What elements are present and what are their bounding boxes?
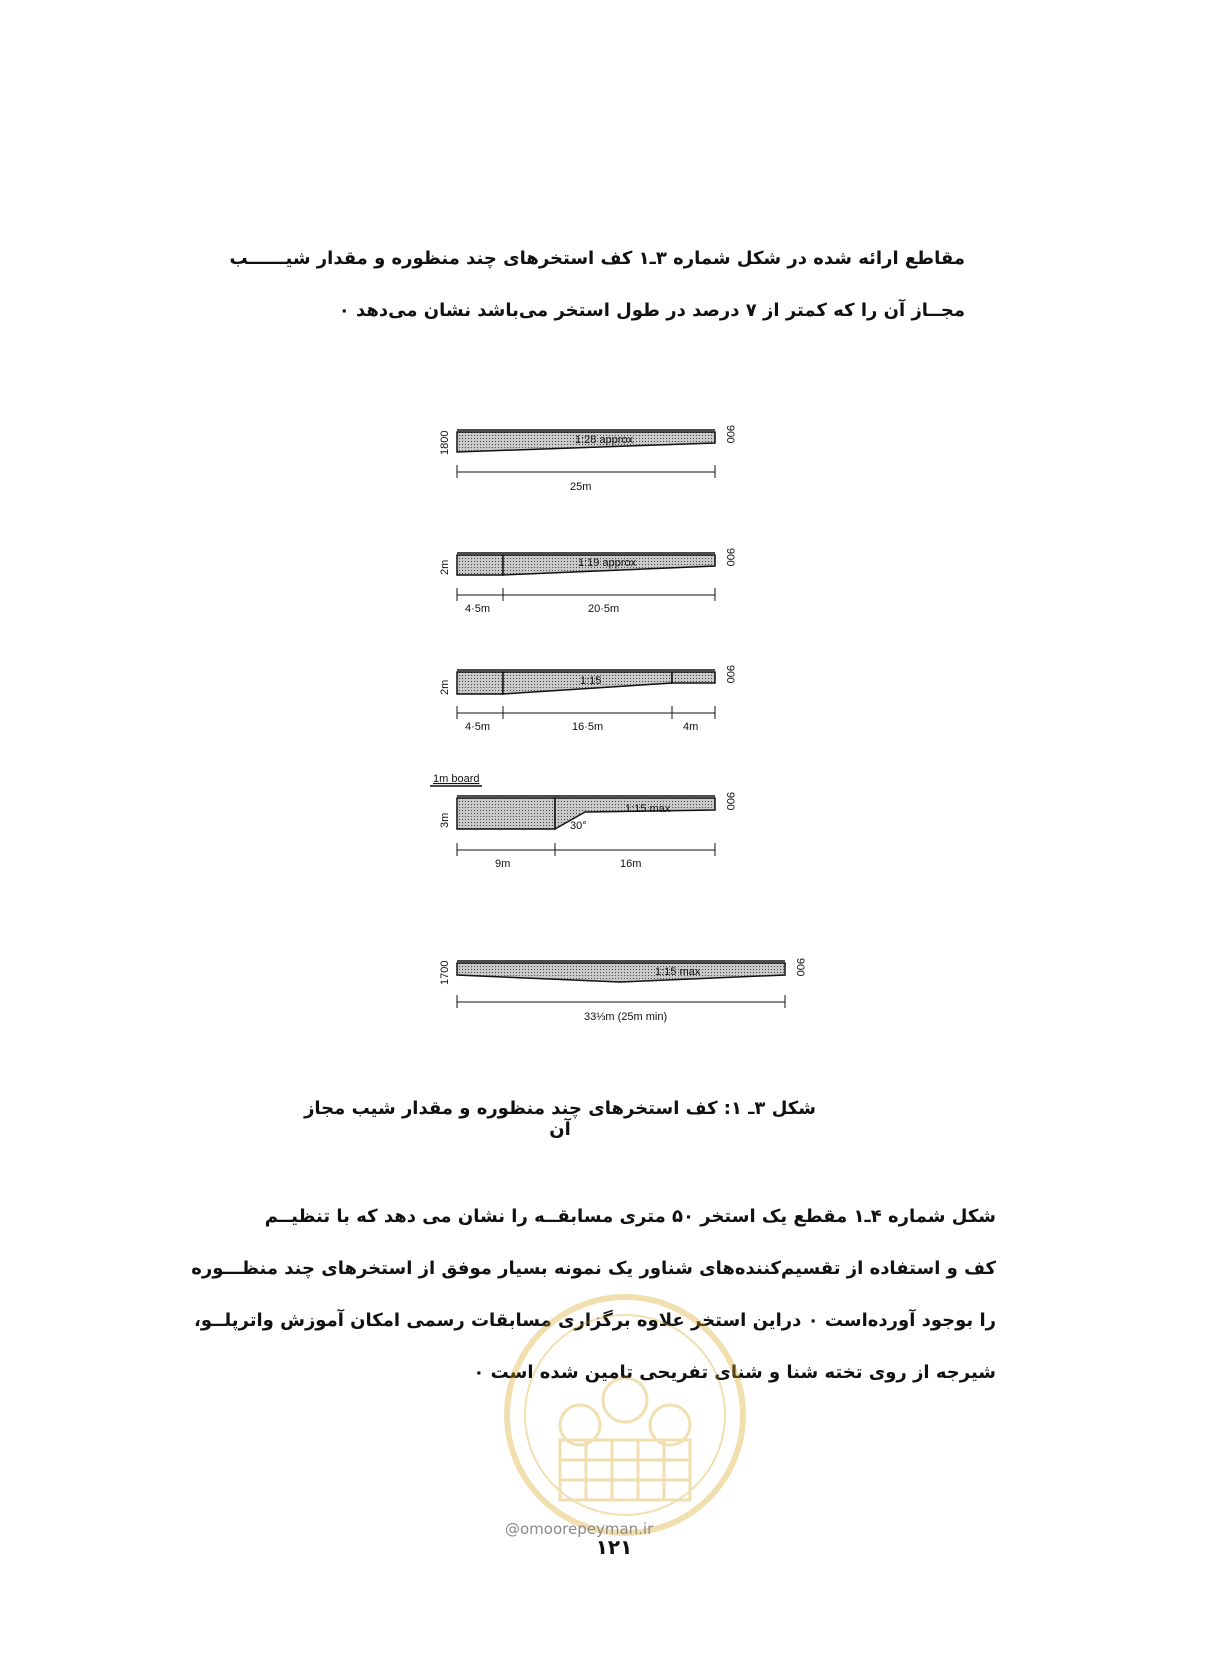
deep-depth-label: 2m — [439, 559, 451, 575]
dim-label-3: 4m — [683, 721, 699, 733]
length-label: 25m — [570, 481, 592, 493]
deep-depth-label: 1800 — [439, 430, 451, 455]
intro-line-2: مجــاز آن را که کمتر از ۷ درصد در طول استخر می‌باشد نشان می‌دهد ۰ — [338, 300, 965, 321]
slope-label: 1:15 max — [655, 966, 701, 978]
shallow-depth-label: 900 — [794, 958, 806, 977]
pool-section-2 — [439, 548, 736, 615]
watermark-url: @omoorepeyman.ir — [505, 1520, 654, 1538]
pool-section-4 — [430, 773, 736, 870]
dim-label-2: 20·5m — [588, 603, 620, 615]
slope-label: 1:15 — [580, 675, 602, 687]
deep-depth-label: 3m — [439, 812, 451, 828]
figure-caption: شکل ۳ـ ۱: کف استخرهای چند منظوره و مقدار شیب مجاز آن — [304, 1098, 816, 1140]
dim-label-1: 9m — [495, 858, 511, 870]
shallow-depth-label: 900 — [724, 425, 736, 444]
pool-section-3 — [439, 665, 736, 733]
shallow-depth-label: 900 — [724, 548, 736, 567]
pool-section-5 — [439, 958, 806, 1023]
deep-depth-label: 1700 — [439, 960, 451, 985]
shallow-depth-label: 900 — [724, 665, 736, 684]
dim-label-2: 16·5m — [572, 721, 604, 733]
body-line-2: کف و استفاده از تقسیم‌کننده‌های شناور یک نمونه بسیار موفق از استخرهای چند منظـــوره — [191, 1258, 996, 1279]
angle-label: 30° — [570, 820, 587, 832]
slope-label: 1:28 approx — [575, 434, 634, 446]
slope-label: 1:19 approx — [578, 557, 637, 569]
slope-label: 1:15 max — [625, 803, 671, 815]
body-line-3: را بوجود آورده‌است ۰ دراین استخر علاوه برگزاری مسابقات رسمی امکان آموزش واترپلــو، — [193, 1310, 996, 1331]
watermark-logo — [500, 1290, 750, 1540]
page-number: ۱۲۱ — [595, 1535, 633, 1559]
shallow-depth-label: 900 — [724, 792, 736, 811]
deep-depth-label: 2m — [439, 679, 451, 695]
body-line-4: شیرجه از روی تخته شنا و شنای تفریحی تامین شده است ۰ — [473, 1362, 996, 1383]
intro-line-1: مقاطع ارائه شده در شکل شماره ۳ـ۱ کف استخرهای چند منظوره و مقدار شیــــــب — [229, 248, 965, 269]
dim-label-1: 4·5m — [465, 721, 491, 733]
dim-label-1: 4·5m — [465, 603, 491, 615]
dim-label-2: 16m — [620, 858, 642, 870]
length-label: 33⅓m (25m min) — [584, 1011, 668, 1023]
body-line-1: شکل شماره ۴ـ۱ مقطع یک استخر ۵۰ متری مسابقــه را نشان می دهد که با تنظیــم — [264, 1206, 996, 1227]
board-label: 1m board — [433, 773, 480, 785]
pool-section-1 — [439, 425, 736, 493]
